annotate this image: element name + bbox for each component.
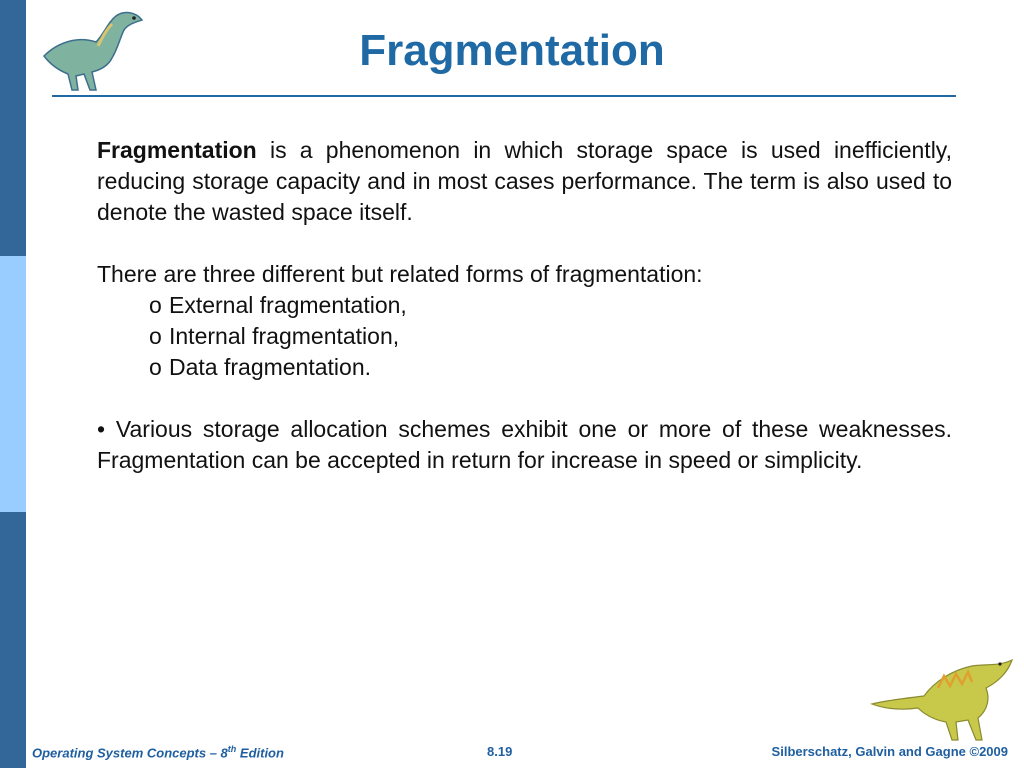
bullet-paragraph (97, 414, 952, 476)
list-marker: o (149, 354, 162, 380)
sidebar-segment (0, 512, 26, 768)
list-item-text: Internal fragmentation, (169, 323, 400, 349)
list-item (97, 290, 952, 321)
footer-page-number: 8.19 (487, 744, 513, 759)
sidebar-bar (0, 0, 26, 768)
footer-edition-text: Edition (236, 745, 284, 761)
footer-book-title (32, 744, 284, 760)
bullet-text: Various storage allocation schemes exhibit one or more of these weaknesses. Fragmentation can be accepted in return for increase in speed or simplicity. (97, 416, 952, 473)
page-title: Fragmentation (359, 26, 665, 75)
dinosaur-logo-icon (868, 652, 1018, 748)
list-item-text: Data fragmentation. (169, 354, 372, 380)
list-item (97, 352, 952, 383)
list-item-text: External fragmentation, (169, 292, 407, 318)
footer-authors: Silberschatz, Galvin and Gagne ©2009 (771, 744, 1008, 759)
list-marker: o (149, 323, 162, 349)
list-item (97, 321, 952, 352)
list-marker: o (149, 292, 162, 318)
forms-list (97, 290, 952, 383)
footer-superscript: th (227, 744, 237, 754)
title-divider (52, 95, 956, 97)
sidebar-segment (0, 256, 26, 512)
slide-content (97, 135, 952, 507)
footer-book-title-text: Operating System Concepts – 8 (32, 745, 228, 761)
bullet-marker: • (97, 416, 106, 442)
intro-text: is a phenomenon in which storage space is used inefficiently, reducing storage capacity and in most cases performance. The term is also used to denote the wasted space itself. (97, 137, 952, 225)
forms-intro: There are three different but related forms of fragmentation: (97, 261, 703, 287)
intro-paragraph (97, 135, 952, 228)
intro-term: Fragmentation (97, 137, 257, 163)
